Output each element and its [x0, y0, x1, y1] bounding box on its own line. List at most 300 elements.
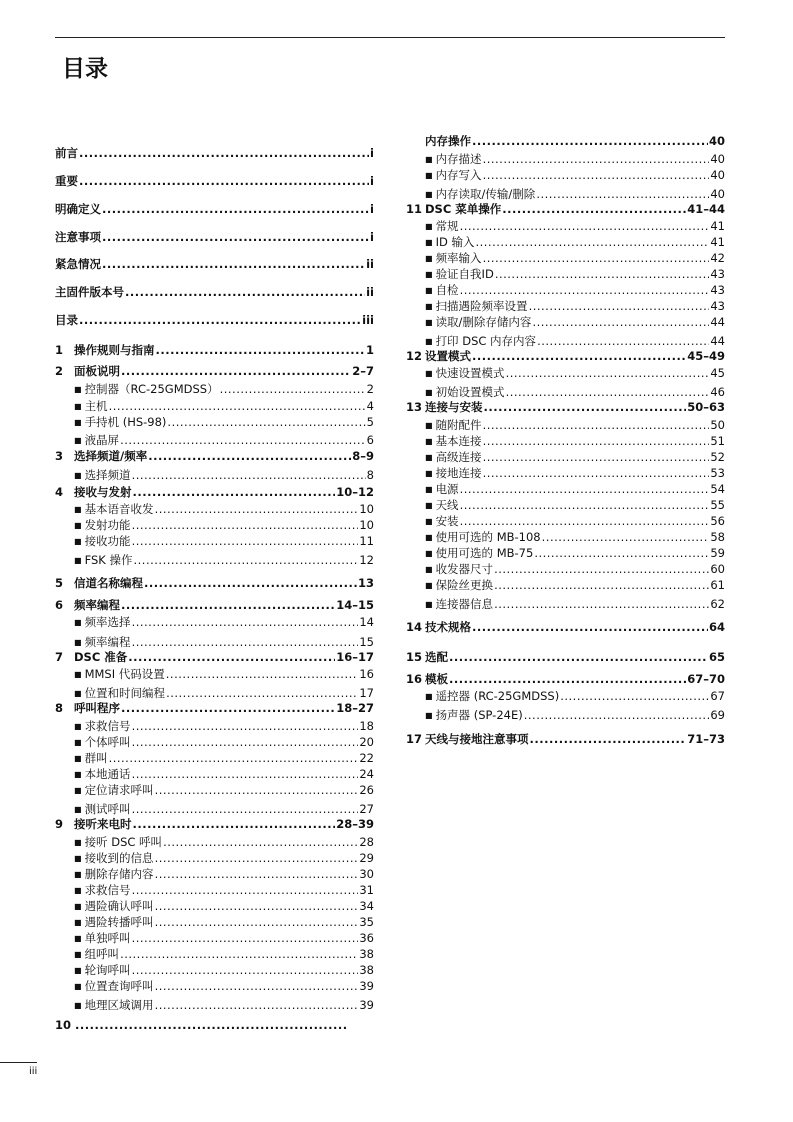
toc-dot-leader: [167, 415, 365, 430]
square-bullet-icon: ■: [425, 501, 433, 510]
toc-chapter-entry[interactable]: [55, 146, 374, 161]
toc-page-number: 29: [359, 851, 374, 865]
toc-chapter-entry[interactable]: [55, 174, 374, 189]
toc-page-number: 17: [359, 686, 374, 700]
toc-page-number: 44: [710, 334, 725, 348]
toc-chapter-entry[interactable]: [406, 134, 725, 149]
toc-entry-label: 使用可选的 MB-75: [435, 546, 534, 560]
toc-section-entry[interactable]: [406, 546, 725, 561]
toc-dot-leader: [483, 152, 710, 167]
toc-page-number: 39: [359, 979, 374, 993]
square-bullet-icon: ■: [425, 369, 433, 378]
toc-dot-leader: [560, 689, 709, 704]
toc-entry-label: 扬声器 (SP-24E): [435, 708, 523, 722]
toc-dot-leader: [79, 313, 361, 328]
toc-chapter-entry[interactable]: [55, 313, 374, 328]
toc-dot-leader: [102, 257, 365, 272]
toc-section-entry[interactable]: [406, 498, 725, 513]
toc-section-entry[interactable]: [406, 334, 725, 349]
toc-chapter-entry[interactable]: [55, 364, 374, 379]
toc-chapter-entry[interactable]: [55, 257, 374, 272]
toc-page-number: 41: [710, 219, 725, 233]
square-bullet-icon: ■: [74, 556, 82, 565]
toc-entry-label: 遇险转播呼叫: [84, 915, 154, 929]
toc-entry-label: ID 输入: [435, 235, 475, 249]
toc-page-number: 45: [710, 366, 725, 380]
toc-page-number: 46: [710, 385, 725, 399]
toc-chapter-entry[interactable]: [55, 202, 374, 217]
toc-section-entry[interactable]: [406, 315, 725, 330]
square-bullet-icon: ■: [425, 270, 433, 279]
toc-chapter-number: 12: [406, 349, 423, 363]
toc-section-entry[interactable]: [55, 686, 374, 701]
toc-entry-label: 频率输入: [435, 251, 482, 265]
square-bullet-icon: ■: [425, 286, 433, 295]
toc-entry-label: 本地通话: [84, 767, 131, 781]
toc-page-number: 60: [710, 562, 725, 576]
toc-page-number: 28: [359, 835, 374, 849]
square-bullet-icon: ■: [74, 402, 82, 411]
toc-section-entry[interactable]: [55, 783, 374, 798]
toc-dot-leader: [483, 168, 710, 183]
toc-dot-leader: [125, 285, 365, 300]
toc-dot-leader: [155, 979, 359, 994]
square-bullet-icon: ■: [425, 254, 433, 263]
square-bullet-icon: ■: [425, 421, 433, 430]
toc-page-number: i: [370, 230, 374, 244]
toc-chapter-number: 7: [55, 650, 64, 664]
toc-chapter-entry[interactable]: [406, 620, 725, 635]
toc-dot-leader: [75, 1018, 347, 1033]
toc-page-number: 64: [708, 620, 725, 634]
toc-section-entry[interactable]: [406, 366, 725, 381]
footer-page-number: iii: [29, 1066, 38, 1077]
toc-section-entry[interactable]: [406, 299, 725, 314]
toc-page-number: 30: [359, 867, 374, 881]
toc-page-number: 71–73: [687, 732, 725, 746]
toc-entry-label: 常规: [435, 219, 459, 233]
toc-chapter-entry[interactable]: [406, 349, 725, 364]
toc-section-entry[interactable]: [406, 283, 725, 298]
toc-entry-label: 频率编程: [74, 598, 120, 612]
toc-section-entry[interactable]: [406, 434, 725, 449]
toc-entry-label: 技术规格: [425, 620, 471, 634]
toc-entry-label: 随附配件: [435, 418, 482, 432]
toc-section-entry[interactable]: [55, 735, 374, 750]
toc-section-entry[interactable]: [406, 219, 725, 234]
toc-dot-leader: [155, 502, 359, 517]
toc-dot-leader: [449, 650, 708, 665]
toc-dot-leader: [166, 667, 359, 682]
toc-entry-label: 天线: [435, 498, 459, 512]
toc-entry-label: 基本连接: [435, 434, 482, 448]
toc-entry-label: 主固件版本号: [55, 285, 124, 299]
square-bullet-icon: ■: [74, 689, 82, 698]
toc-section-entry[interactable]: [406, 168, 725, 183]
toc-entry-label: 定位请求呼叫: [84, 783, 154, 797]
toc-section-entry[interactable]: [55, 767, 374, 782]
toc-entry-label: 自检: [435, 283, 459, 297]
toc-dot-leader: [502, 202, 686, 217]
toc-section-entry[interactable]: [406, 152, 725, 167]
toc-section-entry[interactable]: [406, 689, 725, 704]
toc-page-number: 28–39: [336, 817, 374, 831]
toc-section-entry[interactable]: [55, 947, 374, 962]
square-bullet-icon: ■: [74, 770, 82, 779]
square-bullet-icon: ■: [74, 385, 82, 394]
toc-chapter-entry[interactable]: [406, 202, 725, 217]
toc-dot-leader: [506, 385, 710, 400]
square-bullet-icon: ■: [74, 505, 82, 514]
toc-page-number: 39: [359, 998, 374, 1012]
toc-entry-label: 前言: [55, 146, 78, 160]
toc-dot-leader: [537, 334, 709, 349]
toc-chapter-entry[interactable]: [406, 672, 725, 687]
toc-page-number: ii: [366, 285, 374, 299]
toc-entry-label: 重要: [55, 174, 78, 188]
toc-section-entry[interactable]: [406, 466, 725, 481]
toc-dot-leader: [155, 783, 359, 798]
toc-dot-leader: [133, 553, 358, 568]
toc-dot-leader: [472, 620, 708, 635]
toc-page-number: 14: [359, 615, 374, 629]
square-bullet-icon: ■: [74, 722, 82, 731]
toc-page-number: 59: [710, 546, 725, 560]
toc-chapter-entry[interactable]: [55, 230, 374, 245]
toc-section-entry[interactable]: [55, 979, 374, 994]
toc-page-number: 14–15: [336, 598, 374, 612]
toc-section-entry[interactable]: [55, 915, 374, 930]
square-bullet-icon: ■: [74, 966, 82, 975]
toc-dot-leader: [495, 267, 710, 282]
toc-chapter-number: 8: [55, 701, 64, 715]
square-bullet-icon: ■: [425, 337, 433, 346]
toc-chapter-number: 5: [55, 576, 64, 590]
toc-chapter-entry[interactable]: [55, 343, 374, 358]
toc-section-entry[interactable]: [55, 399, 374, 414]
toc-section-entry[interactable]: [406, 235, 725, 250]
toc-section-entry[interactable]: [406, 530, 725, 545]
square-bullet-icon: ■: [425, 318, 433, 327]
toc-entry-label: 保险丝更换: [435, 578, 494, 592]
toc-entry-label: 紧急情况: [55, 257, 101, 271]
toc-page-number: ii: [366, 257, 374, 271]
toc-section-entry[interactable]: [55, 931, 374, 946]
square-bullet-icon: ■: [425, 711, 433, 720]
square-bullet-icon: ■: [74, 418, 82, 427]
toc-dot-leader: [79, 174, 369, 189]
toc-chapter-entry[interactable]: [55, 650, 374, 665]
toc-dot-leader: [120, 433, 366, 448]
square-bullet-icon: ■: [425, 565, 433, 574]
toc-page-number: 42: [710, 251, 725, 265]
toc-chapter-entry[interactable]: [55, 701, 374, 716]
toc-entry-label: 接听来电时: [74, 817, 132, 831]
toc-entry-label: 测试呼叫: [84, 802, 131, 816]
toc-chapter-number: 14: [406, 620, 423, 634]
toc-entry-label: 手持机 (HS-98): [84, 415, 167, 429]
toc-section-entry[interactable]: [55, 615, 374, 630]
toc-chapter-entry[interactable]: [55, 817, 374, 832]
toc-dot-leader: [483, 434, 710, 449]
toc-entry-label: 控制器（RC-25GMDSS）: [84, 382, 219, 396]
toc-section-entry[interactable]: [55, 998, 374, 1013]
toc-entry-label: 地理区域调用: [84, 998, 154, 1012]
toc-entry-label: 验证自我ID: [435, 267, 494, 281]
toc-entry-label: 选择频道/频率: [74, 449, 148, 463]
toc-section-entry[interactable]: [406, 514, 725, 529]
toc-section-entry[interactable]: [406, 450, 725, 465]
square-bullet-icon: ■: [74, 670, 82, 679]
toc-dot-leader: [536, 187, 709, 202]
toc-page-number: 6: [366, 433, 374, 447]
toc-page-number: 69: [710, 708, 725, 722]
toc-entry-label: 明确定义: [55, 202, 101, 216]
toc-section-entry[interactable]: [55, 719, 374, 734]
toc-chapter-entry[interactable]: [55, 449, 374, 464]
toc-section-entry[interactable]: [55, 899, 374, 914]
toc-page-number: 10: [359, 518, 374, 532]
toc-entry-label: 接收与发射: [74, 485, 132, 499]
toc-dot-leader: [121, 364, 351, 379]
toc-dot-leader: [475, 235, 709, 250]
toc-page-number: 43: [710, 267, 725, 281]
toc-page-number: 50: [710, 418, 725, 432]
toc-page-number: i: [370, 146, 374, 160]
toc-chapter-number: 6: [55, 598, 64, 612]
toc-entry-label: 内存读取/传输/删除: [435, 187, 536, 201]
toc-dot-leader: [155, 867, 359, 882]
toc-entry-label: 高级连接: [435, 450, 482, 464]
toc-dot-leader: [460, 514, 710, 529]
toc-section-entry[interactable]: [406, 708, 725, 723]
square-bullet-icon: ■: [74, 786, 82, 795]
toc-entry-label: 收发器尺寸: [435, 562, 494, 576]
toc-entry-label: 连接与安装: [425, 400, 483, 414]
toc-chapter-entry[interactable]: [55, 485, 374, 500]
toc-dot-leader: [494, 597, 709, 612]
toc-page-number: 4: [366, 399, 374, 413]
toc-section-entry[interactable]: [55, 851, 374, 866]
toc-page-number: 38: [359, 963, 374, 977]
toc-page-number: 18: [359, 719, 374, 733]
toc-section-entry[interactable]: [55, 382, 374, 397]
toc-page-number: 10–12: [336, 485, 374, 499]
square-bullet-icon: ■: [74, 982, 82, 991]
toc-page-number: 5: [366, 415, 374, 429]
toc-section-entry[interactable]: [55, 468, 374, 483]
toc-section-entry[interactable]: [55, 802, 374, 817]
square-bullet-icon: ■: [74, 934, 82, 943]
toc-entry-label: 轮询呼叫: [84, 963, 131, 977]
toc-entry-label: 内存写入: [435, 168, 482, 182]
toc-entry-label: 模板: [425, 672, 448, 686]
toc-entry-label: 位置和时间编程: [84, 686, 166, 700]
toc-dot-leader: [109, 399, 366, 414]
toc-page-number: 26: [359, 783, 374, 797]
square-bullet-icon: ■: [74, 838, 82, 847]
toc-page-number: 20: [359, 735, 374, 749]
square-bullet-icon: ■: [74, 537, 82, 546]
toc-dot-leader: [472, 134, 708, 149]
toc-page-number: 65: [708, 650, 725, 664]
toc-page-number: 43: [710, 283, 725, 297]
toc-chapter-entry[interactable]: [406, 400, 725, 415]
toc-section-entry[interactable]: [55, 835, 374, 850]
toc-dot-leader: [460, 498, 710, 513]
toc-section-entry[interactable]: [406, 597, 725, 612]
toc-section-entry[interactable]: [55, 751, 374, 766]
toc-section-entry[interactable]: [406, 385, 725, 400]
square-bullet-icon: ■: [74, 618, 82, 627]
toc-section-entry[interactable]: [406, 267, 725, 282]
toc-dot-leader: [132, 635, 359, 650]
toc-entry-label: 面板说明: [74, 364, 120, 378]
toc-entry-label: 频率选择: [84, 615, 131, 629]
toc-dot-leader: [133, 817, 336, 832]
square-bullet-icon: ■: [425, 388, 433, 397]
toc-entry-label: MMSI 代码设置: [84, 667, 165, 681]
toc-dot-leader: [148, 449, 351, 464]
toc-dot-leader: [132, 767, 359, 782]
toc-section-entry[interactable]: [406, 251, 725, 266]
toc-dot-leader: [128, 650, 335, 665]
toc-dot-leader: [494, 578, 709, 593]
toc-entry-label: 安装: [435, 514, 459, 528]
toc-dot-leader: [483, 251, 710, 266]
toc-dot-leader: [484, 400, 687, 415]
footer-rule: [0, 1062, 37, 1063]
toc-section-entry[interactable]: [406, 562, 725, 577]
toc-dot-leader: [529, 299, 710, 314]
toc-page-number: 2: [366, 382, 374, 396]
square-bullet-icon: ■: [425, 581, 433, 590]
toc-section-entry[interactable]: [55, 502, 374, 517]
toc-page-number: 31: [359, 883, 374, 897]
toc-section-entry[interactable]: [406, 482, 725, 497]
toc-section-entry[interactable]: [55, 667, 374, 682]
page-title: 目录: [62, 56, 108, 82]
toc-entry-label: 选择频道: [84, 468, 131, 482]
toc-dot-leader: [163, 835, 358, 850]
toc-entry-label: 呼叫程序: [74, 701, 120, 715]
toc-page-number: 13: [357, 576, 374, 590]
toc-dot-leader: [132, 534, 359, 549]
toc-section-entry[interactable]: [55, 518, 374, 533]
toc-entry-label: 设置模式: [425, 349, 471, 363]
toc-page-number: 24: [359, 767, 374, 781]
toc-page-number: 15: [359, 635, 374, 649]
toc-entry-label: 个体呼叫: [84, 735, 131, 749]
toc-section-entry[interactable]: [55, 963, 374, 978]
toc-page-number: 35: [359, 915, 374, 929]
toc-page-number: 54: [710, 482, 725, 496]
square-bullet-icon: ■: [74, 1001, 82, 1010]
square-bullet-icon: ■: [74, 738, 82, 747]
toc-page-number: 52: [710, 450, 725, 464]
toc-chapter-number: 2: [55, 364, 64, 378]
toc-entry-label: 天线与接地注意事项: [425, 732, 529, 746]
toc-page-number: 2–7: [352, 364, 374, 378]
square-bullet-icon: ■: [74, 950, 82, 959]
toc-page-number: iii: [362, 313, 374, 327]
toc-dot-leader: [155, 998, 359, 1013]
toc-section-entry[interactable]: [55, 867, 374, 882]
toc-page-number: 40: [710, 152, 725, 166]
toc-page-number: i: [370, 174, 374, 188]
toc-section-entry[interactable]: [55, 635, 374, 650]
toc-page-number: 40: [708, 134, 725, 148]
toc-dot-leader: [132, 802, 359, 817]
toc-entry-label: 接地连接: [435, 466, 482, 480]
toc-page-number: 16: [359, 667, 374, 681]
toc-section-entry[interactable]: [55, 553, 374, 568]
toc-section-entry[interactable]: [55, 433, 374, 448]
toc-chapter-number: 13: [406, 400, 423, 414]
square-bullet-icon: ■: [425, 600, 433, 609]
toc-dot-leader: [121, 598, 335, 613]
toc-page-number: 53: [710, 466, 725, 480]
toc-dot-leader: [132, 719, 359, 734]
toc-chapter-entry[interactable]: [55, 1018, 348, 1033]
toc-chapter-entry[interactable]: [406, 650, 725, 665]
toc-dot-leader: [530, 732, 687, 747]
toc-section-entry[interactable]: [55, 415, 374, 430]
square-bullet-icon: ■: [74, 436, 82, 445]
toc-section-entry[interactable]: [55, 883, 374, 898]
toc-chapter-entry[interactable]: [55, 285, 374, 300]
toc-page-number: 38: [359, 947, 374, 961]
toc-chapter-entry[interactable]: [406, 732, 725, 747]
toc-entry-label: 选配: [425, 650, 448, 664]
toc-dot-leader: [532, 315, 709, 330]
toc-page-number: 40: [710, 168, 725, 182]
toc-section-entry[interactable]: [406, 187, 725, 202]
toc-entry-label: 接听 DSC 呼叫: [84, 835, 163, 849]
toc-page-number: 45–49: [687, 349, 725, 363]
square-bullet-icon: ■: [74, 805, 82, 814]
toc-entry-label: 单独呼叫: [84, 931, 131, 945]
toc-entry-label: 求救信号: [84, 719, 131, 733]
toc-entry-label: 扫描遇险频率设置: [435, 299, 528, 313]
toc-chapter-entry[interactable]: [55, 576, 374, 591]
toc-dot-leader: [132, 615, 359, 630]
toc-page-number: 11: [359, 534, 374, 548]
toc-entry-label: 信道名称编程: [74, 576, 143, 590]
toc-entry-label: 遥控器 (RC-25GMDSS): [435, 689, 560, 703]
toc-entry-label: 操作规则与指南: [74, 343, 155, 357]
square-bullet-icon: ■: [425, 549, 433, 558]
toc-dot-leader: [220, 382, 366, 397]
toc-page-number: 27: [359, 802, 374, 816]
toc-entry-label: FSK 操作: [84, 553, 133, 567]
toc-section-entry[interactable]: [406, 578, 725, 593]
toc-entry-label: 初始设置模式: [435, 385, 505, 399]
toc-section-entry[interactable]: [406, 418, 725, 433]
toc-entry-label: 电源: [435, 482, 459, 496]
toc-chapter-entry[interactable]: [55, 598, 374, 613]
toc-dot-leader: [102, 202, 369, 217]
square-bullet-icon: ■: [425, 155, 433, 164]
toc-dot-leader: [460, 219, 710, 234]
toc-dot-leader: [120, 947, 358, 962]
toc-section-entry[interactable]: [55, 534, 374, 549]
toc-dot-leader: [449, 672, 686, 687]
toc-entry-label: 遇险确认呼叫: [84, 899, 154, 913]
toc-page-number: 56: [710, 514, 725, 528]
toc-page-number: 61: [710, 578, 725, 592]
toc-entry-label: 快速设置模式: [435, 366, 505, 380]
